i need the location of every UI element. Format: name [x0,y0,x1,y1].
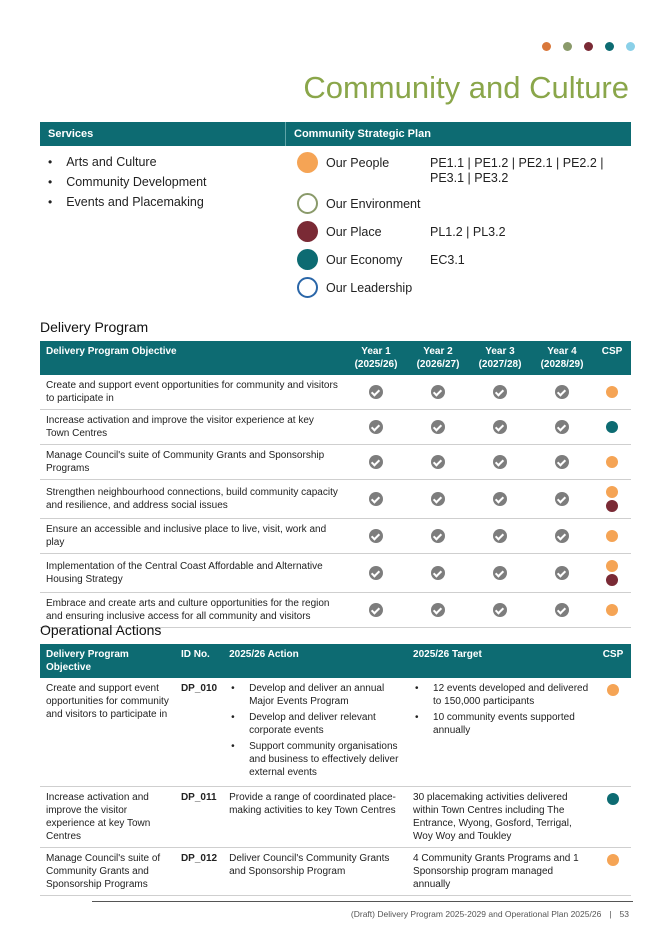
page-title: Community and Culture [303,70,629,105]
check-icon [555,566,569,580]
check-icon [555,385,569,399]
dp-year-cell [345,445,407,480]
csp-dot-icon [606,386,618,398]
table-row [40,678,631,787]
csp-circle-icon [297,249,318,270]
decorative-dots [542,42,635,51]
csp-dot-icon [606,486,618,498]
csp-codes: EC3.1 [430,253,465,267]
table-row [40,519,631,554]
table-row [40,848,631,896]
dp-year-cell [407,410,469,445]
delivery-program-table [40,341,631,628]
dot-icon [563,42,572,51]
operational-actions-table [40,644,631,896]
check-icon [369,420,383,434]
list-item: • Support community organisations and business to effectively deliver external events [229,740,401,779]
csp-name: Our People [326,156,390,170]
dp-csp-cell [593,480,631,519]
table-row [40,480,631,519]
check-icon [369,492,383,506]
services-header-bar [40,122,631,146]
csp-header: Community Strategic Plan [294,128,431,140]
action-list [229,682,401,779]
delivery-program-title: Delivery Program [40,319,149,335]
check-icon [431,529,445,543]
dp-csp-cell [593,445,631,480]
dp-objective-cell: Embrace and create arts and culture opportunities for the region and ensuring inclusive access for all community and visitors [40,593,345,628]
csp-name: Our Place [326,225,382,239]
check-icon [493,385,507,399]
dp-objective-cell: Implementation of the Central Coast Affordable and Alternative Housing Strategy [40,554,345,593]
dp-csp-cell [593,554,631,593]
csp-dot-icon [607,854,619,866]
dp-year-cell [531,445,593,480]
csp-list [297,152,637,305]
dp-year-cell [531,410,593,445]
check-icon [431,603,445,617]
csp-circle-icon [297,152,318,173]
csp-dot-icon [607,793,619,805]
dp-year3-header: Year 3 (2027/28) [469,341,531,375]
csp-row [297,193,637,214]
dp-year-cell [407,445,469,480]
list-item: • 12 events developed and delivered to 150,000 participants [413,682,589,708]
csp-dot-icon [606,574,618,586]
dp-year-cell [531,554,593,593]
check-icon [493,492,507,506]
dp-objective-cell: Manage Council's suite of Community Grants and Sponsorship Programs [40,445,345,480]
oa-target-header: 2025/26 Target [407,644,595,678]
csp-row [297,221,637,242]
service-item: • Events and Placemaking [48,192,207,212]
csp-row [297,277,637,298]
dp-year-cell [531,593,593,628]
dp-year-cell [345,593,407,628]
table-row [40,787,631,848]
dp-year-cell [345,480,407,519]
oa-action-header: 2025/26 Action [223,644,407,678]
oa-csp-cell [595,787,631,848]
oa-target-cell [407,678,595,787]
dp-csp-cell [593,593,631,628]
check-icon [431,492,445,506]
dp-year4-header: Year 4 (2028/29) [531,341,593,375]
dp-year-cell [407,554,469,593]
dp-year-cell [407,480,469,519]
dp-csp-cell [593,375,631,410]
table-row [40,375,631,410]
check-icon [369,529,383,543]
operational-actions-title: Operational Actions [40,622,162,638]
csp-circle-icon [297,221,318,242]
service-item: • Arts and Culture [48,152,207,172]
dp-year-cell [345,410,407,445]
dot-icon [605,42,614,51]
page-footer [351,909,629,919]
oa-id-cell: DP_011 [175,787,223,848]
dp-year-cell [345,554,407,593]
dp-year-cell [469,480,531,519]
oa-objective-cell: Create and support event opportunities for community and visitors to participate in [40,678,175,787]
csp-row [297,249,637,270]
dot-icon [626,42,635,51]
oa-action-cell: Deliver Council's Community Grants and Sponsorship Program [223,848,407,896]
dp-year-cell [407,375,469,410]
csp-dot-icon [606,530,618,542]
oa-target-cell: 4 Community Grants Programs and 1 Sponsorship program managed annually [407,848,595,896]
csp-name: Our Environment [326,197,421,211]
check-icon [493,603,507,617]
check-icon [555,529,569,543]
services-header: Services [40,122,286,146]
services-list [48,152,207,212]
dp-year-cell [345,375,407,410]
check-icon [493,420,507,434]
csp-name: Our Economy [326,253,403,267]
check-icon [369,455,383,469]
check-icon [555,492,569,506]
oa-id-cell: DP_010 [175,678,223,787]
csp-circle-icon [297,277,318,298]
oa-csp-cell [595,678,631,787]
page-number: 53 [619,909,629,919]
check-icon [431,566,445,580]
check-icon [431,420,445,434]
check-icon [555,603,569,617]
oa-id-cell: DP_012 [175,848,223,896]
dp-year-cell [469,519,531,554]
dp-objective-cell: Ensure an accessible and inclusive place to live, visit, work and play [40,519,345,554]
csp-dot-icon [606,560,618,572]
dp-year-cell [531,480,593,519]
dp-year1-header: Year 1 (2025/26) [345,341,407,375]
table-row [40,554,631,593]
csp-row [297,152,637,186]
service-item: • Community Development [48,172,207,192]
dp-objective-header: Delivery Program Objective [40,341,345,375]
list-item: • Develop and deliver relevant corporate events [229,711,401,737]
dp-objective-cell: Create and support event opportunities for community and visitors to participate in [40,375,345,410]
oa-csp-cell [595,848,631,896]
oa-id-header: ID No. [175,644,223,678]
dp-year-cell [469,554,531,593]
list-item: • 10 community events supported annually [413,711,589,737]
check-icon [555,455,569,469]
table-row [40,445,631,480]
dot-icon [584,42,593,51]
csp-dot-icon [606,500,618,512]
check-icon [493,455,507,469]
csp-circle-icon [297,193,318,214]
dp-year-cell [531,375,593,410]
dp-csp-cell [593,519,631,554]
footer-separator: | [609,909,612,919]
target-list [413,682,589,737]
dp-year-cell [531,519,593,554]
oa-csp-header: CSP [595,644,631,678]
csp-codes: PL1.2 | PL3.2 [430,225,506,239]
csp-dot-icon [606,456,618,468]
check-icon [493,529,507,543]
check-icon [369,603,383,617]
dp-objective-cell: Strengthen neighbourhood connections, build community capacity and resilience, and address social issues [40,480,345,519]
footer-divider [92,901,633,902]
table-row [40,410,631,445]
dp-year-cell [469,410,531,445]
oa-objective-cell: Manage Council's suite of Community Grants and Sponsorship Programs [40,848,175,896]
check-icon [555,420,569,434]
dp-year-cell [345,519,407,554]
csp-dot-icon [607,684,619,696]
dp-year2-header: Year 2 (2026/27) [407,341,469,375]
csp-name: Our Leadership [326,281,413,295]
list-item: • Develop and deliver an annual Major Events Program [229,682,401,708]
dp-year-cell [469,593,531,628]
dp-year-cell [469,445,531,480]
csp-dot-icon [606,421,618,433]
oa-objective-header: Delivery Program Objective [40,644,175,678]
check-icon [431,385,445,399]
check-icon [369,566,383,580]
dp-year-cell [407,593,469,628]
check-icon [431,455,445,469]
footer-text: (Draft) Delivery Program 2025-2029 and Operational Plan 2025/26 [350,909,602,919]
dp-objective-cell: Increase activation and improve the visitor experience at key Town Centres [40,410,345,445]
dp-year-cell [407,519,469,554]
oa-objective-cell: Increase activation and improve the visitor experience at key Town Centres [40,787,175,848]
csp-codes: PE1.1 | PE1.2 | PE2.1 | PE2.2 | PE3.1 | PE3.2 [430,156,604,185]
oa-action-cell [223,678,407,787]
dp-year-cell [469,375,531,410]
oa-action-cell: Provide a range of coordinated place-making activities to key Town Centres [223,787,407,848]
check-icon [493,566,507,580]
oa-target-cell: 30 placemaking activities delivered within Town Centres including The Entrance, Wyong, Gosford, Terrigal, Woy Woy and Toukley [407,787,595,848]
dp-csp-header: CSP [593,341,631,375]
check-icon [369,385,383,399]
csp-dot-icon [606,604,618,616]
dp-csp-cell [593,410,631,445]
dot-icon [542,42,551,51]
